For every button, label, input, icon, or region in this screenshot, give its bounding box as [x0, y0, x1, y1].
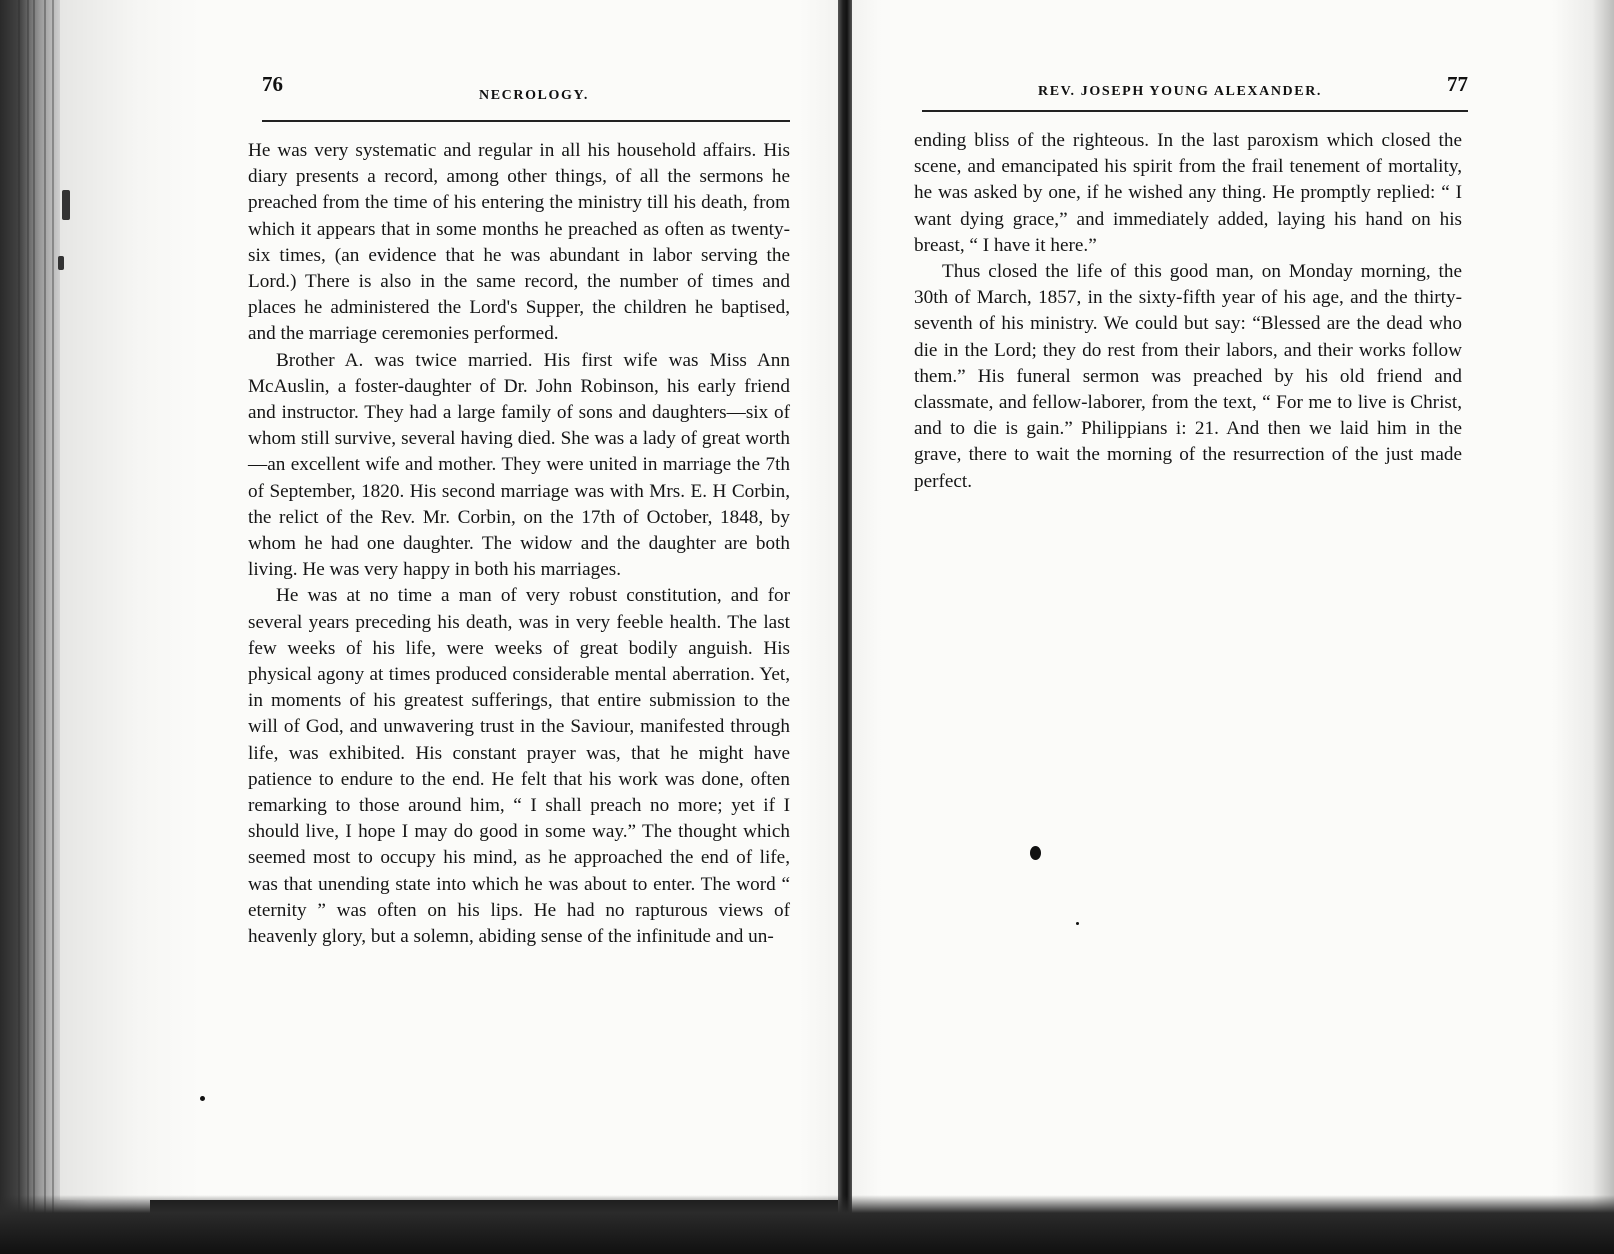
right-page-number: 77 — [1447, 72, 1468, 96]
left-header-rule — [262, 120, 790, 122]
right-page-body — [914, 128, 1462, 495]
right-paragraph-1: ending bliss of the righteous. In the last paroxism which closed the scene, and emancipated his spirit from the frail tenement of mortality, he was asked by one, if he wished any thing. He promptly replied: “ I want dying grace,” and immediately added, laying his hand on his breast, “ I have it here.” — [914, 130, 1462, 256]
left-page-header — [262, 72, 790, 103]
left-running-head: NECROLOGY. — [479, 88, 590, 103]
right-page-header — [1038, 72, 1468, 97]
left-paragraph-2: Brother A. was twice married. His first wife was Miss Ann McAuslin, a foster-daughter of Dr. John Robinson, his early friend and instructor. They had a large family of sons and daughters—six of whom still survive, several having died. She was a lady of great worth—an excellent wife and mother. They were united in marriage the 7th of September, 1820. His second marriage was with Mrs. E. H Corbin, the relict of the Rev. Mr. Corbin, on the 17th of October, 1848, by whom he had one daughter. The widow and the daughter are both living. He was very happy in both his marriages. — [248, 349, 790, 581]
right-paragraph-2: Thus closed the life of this good man, on Monday morning, the 30th of March, 1857, in the sixty-fifth year of his age, and the thirty-seventh of his ministry. We could but say: “Blessed are the dead who die in the Lord; they do rest from their labors, and their works follow them.” His funeral sermon was preached by his old friend and classmate, and fellow-laborer, from the text, “ For me to live is Christ, and to die is gain.” Philippians i: 21. And then we laid him in the grave, there to wait the morning of the resurrection of the just made perfect. — [914, 261, 1462, 492]
left-page-number: 76 — [262, 72, 283, 96]
book-gutter — [838, 0, 852, 1215]
left-paragraph-3: He was at no time a man of very robust constitution, and for several years preceding his death, was in very feeble health. The last few weeks of his life, were weeks of great bodily anguish. His physical agony at times produced considerable mental aberration. Yet, in moments of his greatest sufferings, that entire submission to the will of God, and unwavering trust in the Saviour, manifested through life, was exhibited. His constant prayer was, that he might have patience to endure to the end. He felt that his work was done, often remarking to those around him, “ I shall preach no more; yet if I should live, I hope I may do good in some way.” The thought which seemed most to occupy his mind, as he approached the end of life, was that unending state into which he was about to enter. The word “ eternity ” was often on his lips. He had no rapturous views of heavenly glory, but a solemn, abiding sense of the infinitude and un- — [248, 585, 790, 948]
binding-mark — [58, 256, 64, 270]
right-running-head: REV. JOSEPH YOUNG ALEXANDER. — [1038, 84, 1323, 99]
ink-speck — [200, 1096, 205, 1101]
ink-spot — [1030, 846, 1041, 860]
left-page-body — [248, 138, 790, 950]
left-paragraph-1: He was very systematic and regular in all his household affairs. His diary presents a record, among other things, of all the sermons he preached from the time of his entering the ministry till his death, from which it appears that in some months he preached as often as twenty-six times, (an evidence that he was abundant in labor serving the Lord.) There is also in the same record, the number of times and places he administered the Lord's Supper, the children he baptised, and the marriage ceremonies performed. — [248, 140, 790, 345]
right-header-rule — [922, 110, 1468, 112]
ink-speck — [1076, 922, 1079, 925]
page-bottom-shadow — [0, 1195, 1614, 1254]
binding-mark — [62, 190, 70, 220]
